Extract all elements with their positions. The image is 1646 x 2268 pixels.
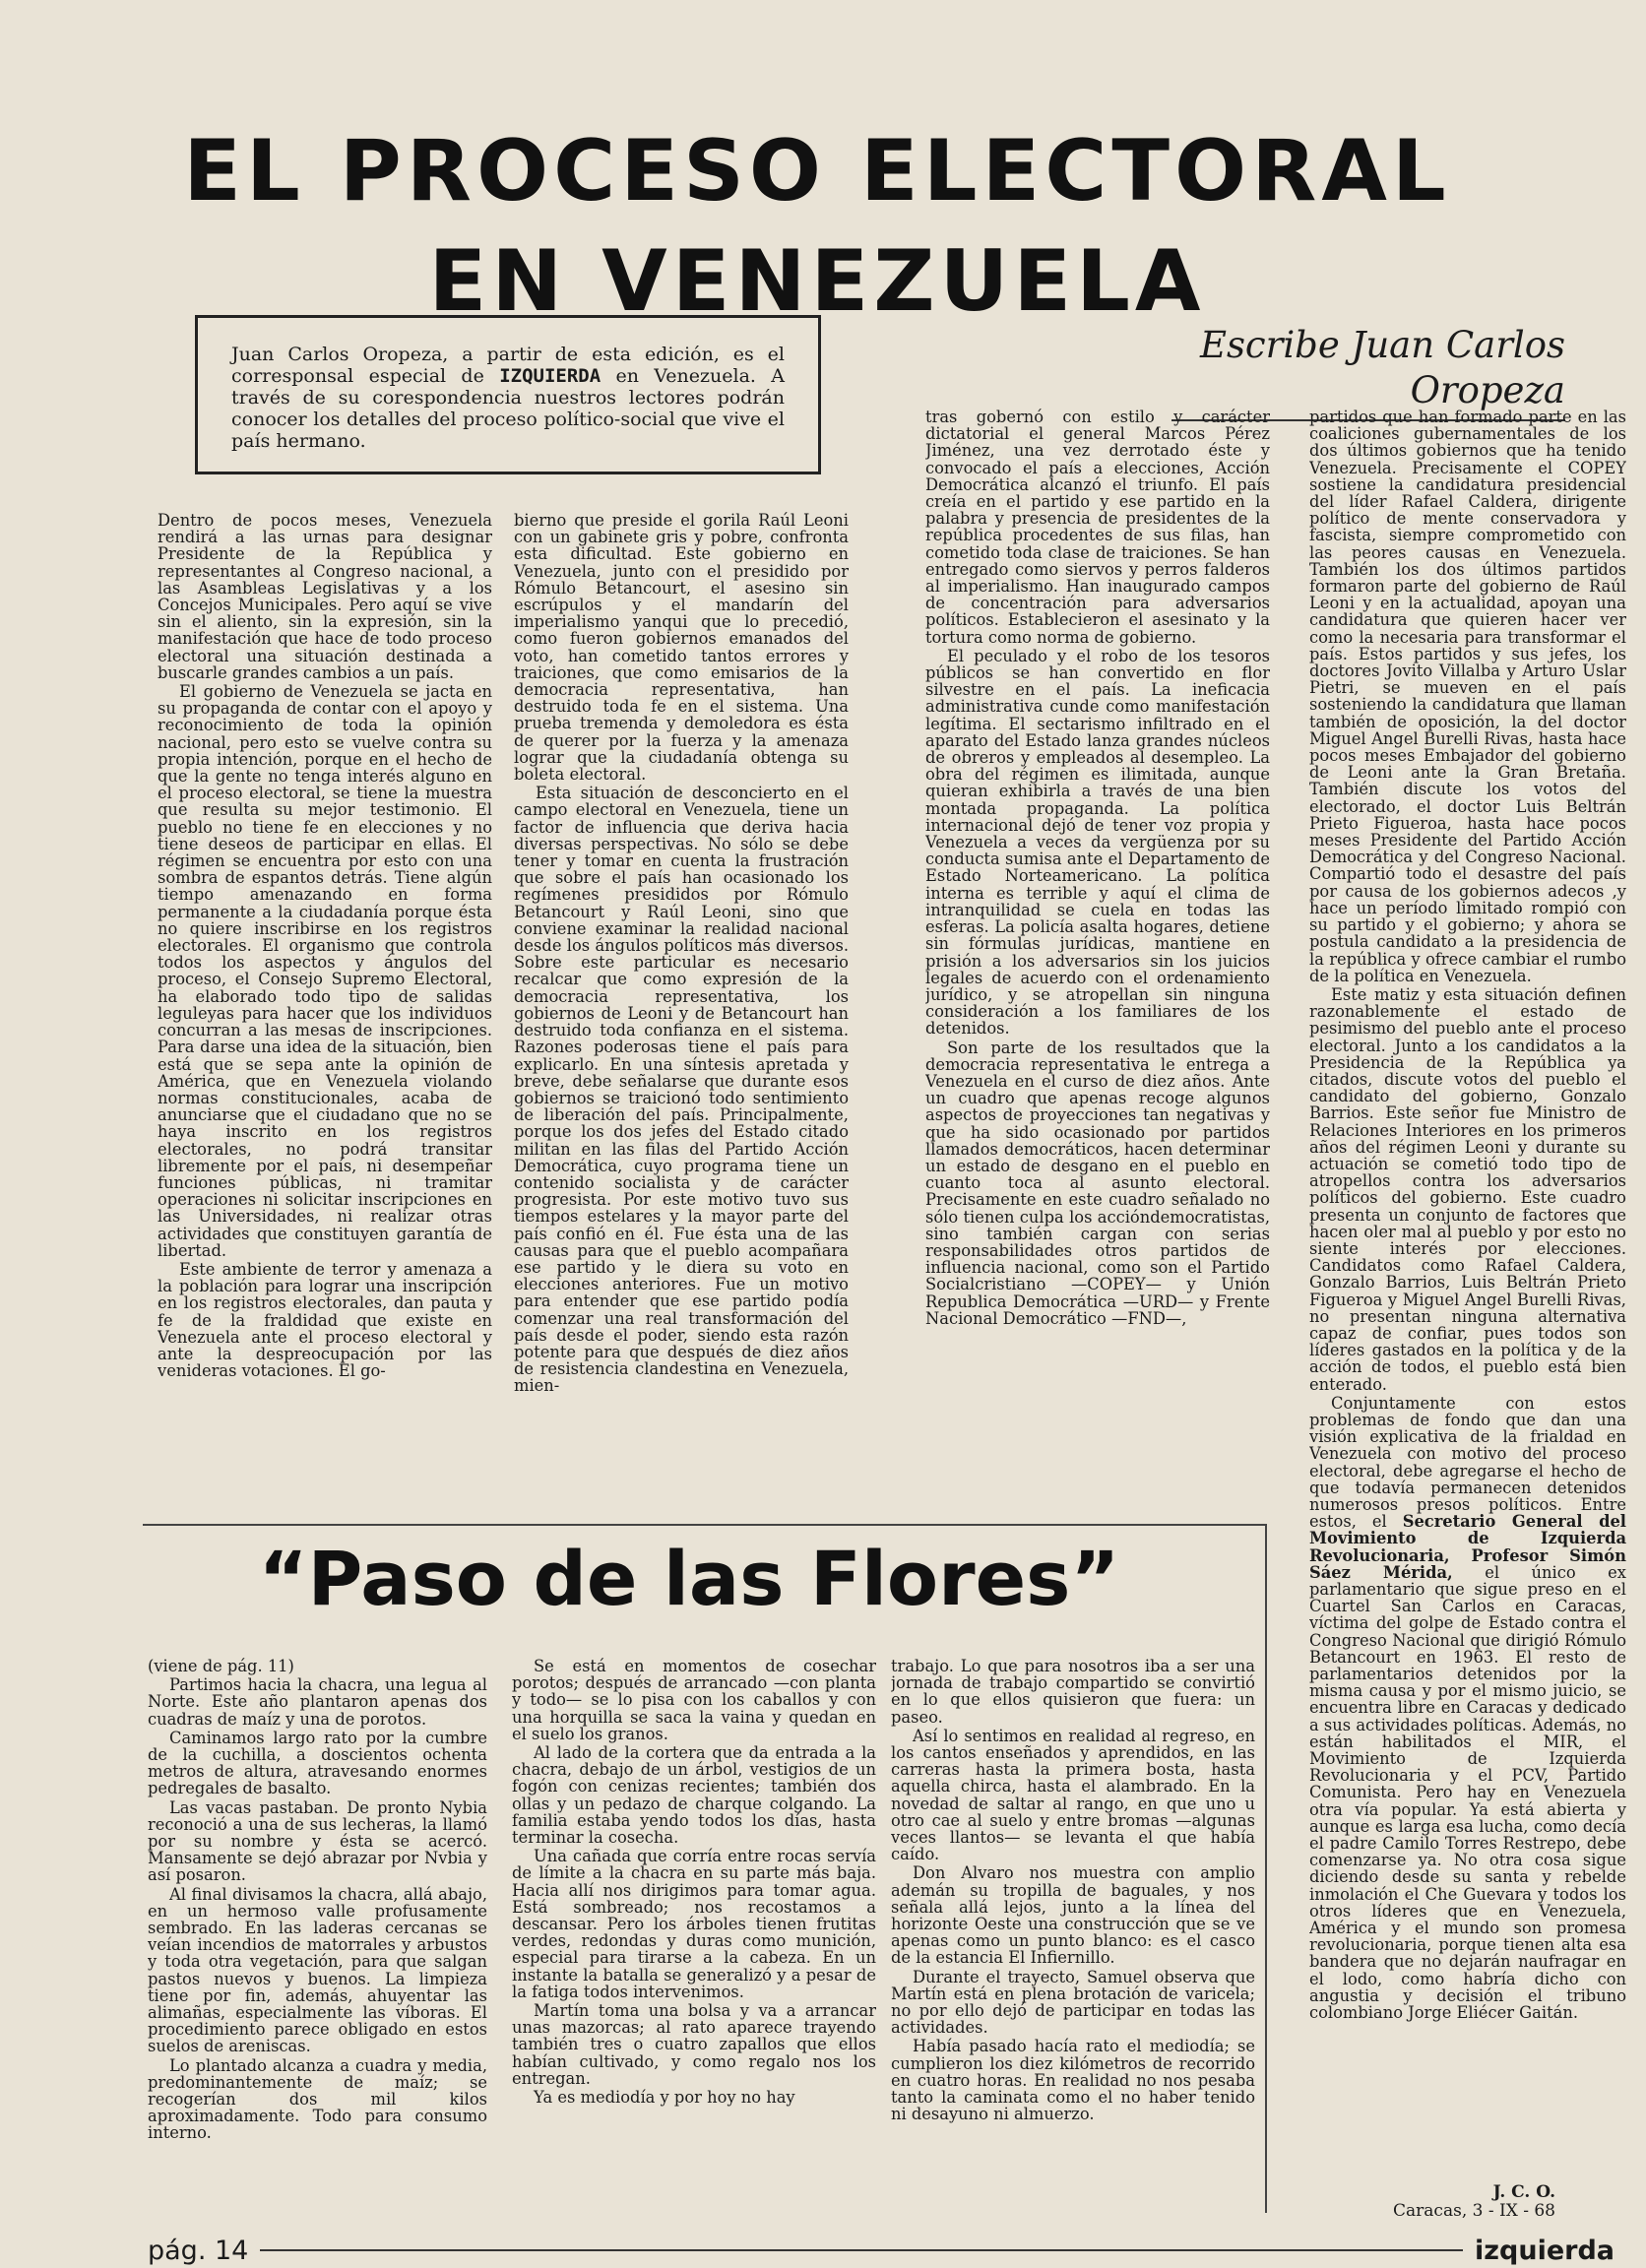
article-column-4 bbox=[1309, 409, 1626, 2175]
article-column-2 bbox=[514, 512, 849, 1516]
signature-place-date: Caracas, 3 - IX - 68 bbox=[1393, 2201, 1555, 2221]
paragraph bbox=[1309, 1395, 1626, 2022]
paragraph: Partimos hacia la chacra, una legua al Norte. Este año plantaron apenas dos cuadras de maíz y una de porotos. bbox=[148, 1675, 487, 1729]
signature-initials: J. C. O. bbox=[1492, 2182, 1555, 2202]
paragraph: Este matiz y esta situación definen razonablemente el estado de pesimismo del pueblo ante el proceso electoral. Junto a los candidatos a la Presidencia de la República ya citados, discute votos del pueblo el candidato del gobierno, Gonzalo Barrios. Este señor fue Ministro de Relaciones Interiores en los primeros años del régimen Leoni y durante su actuación se cometió todo tipo de atropellos contra los adversarios políticos del gobierno. Este cuadro presenta un conjunto de factores que hacen oler mal al pueblo y por esto no siente interés por elecciones. Candidatos como Rafael Caldera, Gonzalo Barrios, Luis Beltrán Prieto Figueroa y Miguel Angel Burelli Rivas, no presentan ninguna alternativa capaz de confiar, pues todos son líderes gastados en la política y de la acción de todos, el pueblo está bien enterado. bbox=[1309, 984, 1626, 1394]
paragraph: Martín toma una bolsa y va a arrancar unas mazorcas; al rato aparece trayendo también tres o cuatro zapallos que ellos habían cultivado, y como regalo nos los entregan. bbox=[512, 2001, 876, 2088]
page-number: pág. 14 bbox=[148, 2235, 249, 2266]
paso-column-2 bbox=[512, 1658, 876, 2199]
byline: Escribe Juan Carlos Oropeza bbox=[1171, 323, 1565, 421]
paragraph: tras gobernó con estilo y carácter dictatorial el general Marcos Pérez Jiménez, una vez derrotado éste y convocado el país a elecciones, Acción Democrática alcanzó el triunfo. El país creía en el partido y ese partido en la palabra y presencia de presidentes de la república procedentes de sus filas, han cometido toda clase de traiciones. Se han entregado como siervos y perros falderos al imperialismo. Han inaugurado campos de concentración para adversarios políticos. Establecieron el asesinato y la tortura como norma de gobierno. bbox=[925, 409, 1270, 647]
paragraph: Son parte de los resultados que la democracia representativa le entrega a Venezuela en el curso de diez años. Ante un cuadro que apenas recoge algunos aspectos de proyecciones tan negativas y que ha sido ocasionado por partidos llamados democráticos, hacen determinar un estado de desgano en el pueblo en cuanto toca al asunto electoral. Precisamente en este cuadro señalado no sólo tienen culpa los accióndemocratistas, sino también cargan con serias responsabilidades otros partidos de influencia nacional, como son el Partido Socialcristiano —COPEY— y Unión Republica Democrática —URD— y Frente Nacional Democrático —FND—, bbox=[925, 1038, 1270, 1328]
intro-text-1: Juan Carlos Oropeza, a partir de esta edición, es el corresponsal especial de bbox=[231, 344, 785, 387]
paragraph: Al final divisamos la chacra, allá abajo, en un hermoso valle profusamente sembrado. En las laderas cercanas se veían incendios de matorrales y arbustos y toda otra vegetación, para que salgan pastos nuevos y buenos. La limpieza tiene por fin, además, ahuyentar las alimañas, especialmente las víboras. El procedimiento parece obligado en estos suelos de areniscas. bbox=[148, 1884, 487, 2056]
paragraph-bold-text: Secretario General del Movimiento de Izquierda Revolucionaria, Profesor Simón Sáez Mérida, bbox=[1309, 1512, 1626, 1582]
paragraph: Este ambiente de terror y amenaza a la población para lograr una inscripción en los registros electorales, dan pauta y fe de la fraldidad que existe en Venezuela ante el proceso electoral y ante la despreocupación por las venideras votaciones. El go- bbox=[158, 1259, 492, 1381]
intro-box bbox=[195, 315, 821, 474]
paragraph: Lo plantado alcanza a cuadra y media, predominantemente de maíz; se recogerían dos mil kilos aproximadamente. Todo para consumo interno. bbox=[148, 2055, 487, 2143]
paso-column-3 bbox=[891, 1658, 1255, 2199]
article-title-line1: EL PROCESO ELECTORAL bbox=[183, 122, 1451, 220]
paragraph: Don Alvaro nos muestra con amplio ademán su tropilla de baguales, y nos señala allá lejos, junto a la línea del horizonte Oeste una construcción que se ve apenas como un punto blanco: es el casco de la estancia El Infiernillo. bbox=[891, 1863, 1255, 1968]
footer-rule bbox=[260, 2249, 1463, 2251]
page-footer bbox=[148, 2233, 1614, 2268]
article-title-line2: EN VENEZUELA bbox=[428, 232, 1206, 331]
paragraph-text: el único ex parlamentario que sigue preso en el Cuartel San Carlos en Caracas, víctima del golpe de Estado contra el Congreso Nacional que dirigió Rómulo Betancourt en 1963. El resto de parlamentarios detenidos por la misma causa y por el mismo juicio, se encuentra libre en Caracas y dedicado a sus actividades políticas. Además, no están habilitados el MIR, el Movimiento de Izquierda Revolucionaria y el PCV, Partido Comunista. Pero hay en Venezuela otra vía popular. Ya está abierta y aunque es larga esa lucha, como decía el padre Camilo Torres Restrepo, debe comenzarse ya. No otra cosa sigue diciendo desde su santa y rebelde inmolación el Che Guevara y todos los otros líderes que en Venezuela, América y el mundo son promesa revolucionaria, porque tienen alta esa bandera que no dejarán naufragar en el lodo, como habría dicho con angustia y decisión el tribuno colombiano Jorge Eliécer Gaitán. bbox=[1309, 1562, 1626, 2023]
intro-text-2: en Venezuela. A través de su corespondencia nuestros lectores podrán conocer los detalles del proceso político-social que vive el país hermano. bbox=[231, 365, 785, 452]
paragraph: Una cañada que corría entre rocas servía de límite a la chacra en su parte más baja. Hacia allí nos dirigimos para tomar agua. Está sombreado; nos recostamos a descansar. Pero los árboles tienen frutitas verdes, redondas y duras como munición, especial para tirarse a la cabeza. En un instante la batalla se generalizó y a pesar de la fatiga todos intervenimos. bbox=[512, 1847, 876, 2001]
section-divider-top bbox=[143, 1524, 1265, 1526]
intro-brand: IZQUIERDA bbox=[499, 365, 601, 387]
paragraph: Así lo sentimos en realidad al regreso, en los cantos enseñados y aprendidos, en las carreras hasta la primera bosta, hasta aquella chirca, hasta el alambrado. En la novedad de saltar al rango, en que uno u otro cae al suelo y entre bromas —algunas veces llantos— se levanta el que había caído. bbox=[891, 1726, 1255, 1864]
paragraph: Las vacas pastaban. De pronto Nybia reconoció a una de sus lecheras, la llamó por su nombre y ésta se acercó. Mansamente se dejó abrazar por Nvbia y así posaron. bbox=[148, 1797, 487, 1885]
paragraph: partidos que han formado parte en las coaliciones gubernamentales de los dos últimos gobiernos que ha tenido Venezuela. Precisamente el COPEY sostiene la candidatura presidencial del líder Rafael Caldera, dirigente político de mente conservadora y fascista, siempre comprometido con las peores causas en Venezuela. También los dos últimos partidos formaron parte del gobierno de Raúl Leoni y en la actualidad, apoyan una candidatura que quieren hacer ver como la necesaria para transformar el país. Estos partidos y sus jefes, los doctores Jovito Villalba y Arturo Uslar Pietri, se mueven en el país sosteniendo la candidatura que llaman también de oposición, la del doctor Miguel Angel Burelli Rivas, hasta hace pocos meses Embajador del gobierno de Leoni ante la Gran Bretaña. También discute los votos del electorado, el doctor Luis Beltrán Prieto Figueroa, hasta hace pocos meses Presidente del Partido Acción Democrática y del Congreso Nacional. Compartió todo el desastre del país por causa de los gobiernos adecos ,y hace un período limitado rompió con su partido y el gobierno; y ahora se postula candidato a la presidencia de la república y ofrece cambiar el rumbo de la política en Venezuela. bbox=[1309, 409, 1626, 985]
paragraph-text: Conjuntamente con estos problemas de fondo que dan una visión explicativa de la frialdad en Venezuela con motivo del proceso electoral, debe agregarse el hecho de que todavía permanecen detenidos numerosos presos políticos. Entre estos, el bbox=[1309, 1393, 1626, 1532]
paso-title: “Paso de las Flores” bbox=[258, 1535, 1120, 1622]
paragraph: trabajo. Lo que para nosotros iba a ser una jornada de trabajo compartido se convirtió en lo que ellos quisieron que fuera: un paseo. bbox=[891, 1658, 1255, 1727]
paragraph: Durante el trayecto, Samuel observa que Martín está en plena brotación de varicela; no por ello dejó de participar en todas las actividades. bbox=[891, 1967, 1255, 2038]
article-column-1 bbox=[158, 512, 492, 1516]
article-column-3 bbox=[925, 409, 1270, 1521]
paragraph: El gobierno de Venezuela se jacta en su propaganda de contar con el apoyo y reconocimiento de toda la opinión nacional, pero esto se vuelve contra su propia intención, porque en el hecho de que la gente no tenga interés alguno en el proceso electoral, se tiene la muestra que resulta su mejor testimonio. El pueblo no tiene fe en elecciones y no tiene deseos de participar en ellas. El régimen se encuentra por esto con una sombra de espantos detrás. Tiene algún tiempo amenazando en forma permanente a la ciudadanía porque ésta no quiere inscribirse en los registros electorales. El organismo que controla todos los aspectos y ángulos del proceso, el Consejo Supremo Electoral, ha elaborado todo tipo de salidas leguleyas para hacer que los individuos concurran a las mesas de inscripciones. Para darse una idea de la situación, bien está que se sepa ante la opinión de América, que en Venezuela violando normas constitucionales, acaba de anunciarse que el ciudadano que no se haya inscrito en los registros electorales, no podrá transitar libremente por el país, ni desempeñar funciones públicas, ni tramitar operaciones ni solicitar inscripciones en las Universidades, ni realizar otras actividades que constituyen garantía de libertad. bbox=[158, 682, 492, 1260]
section-divider-right bbox=[1265, 1524, 1267, 2213]
paragraph: Se está en momentos de cosechar porotos; después de arrancado —con planta y todo— se lo pisa con los caballos y con una horquilla se saca la vaina y quedan en el suelo los granos. bbox=[512, 1658, 876, 1743]
signature bbox=[1349, 2183, 1555, 2221]
paragraph: Ya es mediodía y por hoy no hay bbox=[534, 2088, 795, 2108]
paragraph: Dentro de pocos meses, Venezuela rendirá a las urnas para designar Presidente de la República y representantes al Congreso nacional, a las Asambleas Legislativas y a los Concejos Municipales. Pero aquí se vive sin el aliento, sin la expresión, sin la manifestación que hace de todo proceso electoral una situación destinada a buscarle grandes cambios a un país. bbox=[158, 512, 492, 682]
paragraph: Caminamos largo rato por la cumbre de la cuchilla, a doscientos ochenta metros de altura, atravesando enormes pedregales de basalto. bbox=[148, 1728, 487, 1798]
paragraph: Al lado de la cortera que da entrada a la chacra, debajo de un árbol, vestigios de un fogón con cenizas recientes; también dos ollas y un pedazo de charque colgando. La familia estaba yendo todos los días, hasta terminar la cosecha. bbox=[512, 1743, 876, 1848]
paragraph: Había pasado hacía rato el mediodía; se cumplieron los diez kilómetros de recorrido en cuatro horas. En realidad no nos pesaba tanto la caminata como el no haber tenido ni desayuno ni almuerzo. bbox=[891, 2037, 1255, 2124]
paragraph: (viene de pág. 11) bbox=[148, 1658, 294, 1675]
magazine-name: izquierda bbox=[1475, 2235, 1614, 2266]
paragraph: Esta situación de desconcierto en el campo electoral en Venezuela, tiene un factor de influencia que deriva hacia diversas perspectivas. No sólo se debe tener y tomar en cuenta la frustración que sobre el país han ocasionado los regímenes presididos por Rómulo Betancourt y Raúl Leoni, sino que conviene examinar la realidad nacional desde los ángulos políticos más diversos. Sobre este particular es necesario recalcar que como expresión de la democracia representativa, los gobiernos de Leoni y de Betancourt han destruido toda confianza en el sistema. Razones poderosas tiene el país para explicarlo. En una síntesis apretada y breve, debe señalarse que durante esos gobiernos se traicionó todo sentimiento de liberación del país. Principalmente, porque los dos jefes del Estado citado militan en las filas del Partido Acción Democrática, cuyo programa tiene un contenido socialista y de carácter progresista. Por este motivo tuvo sus tiempos estelares y la mayor parte del país confió en él. Fue ésta una de las causas para que el pueblo acompañara ese partido y le diera su voto en elecciones anteriores. Fue un motivo para entender que ese partido podía comenzar una real transformación del país desde el poder, siendo esta razón potente para que después de diez años de resistencia clandestina en Venezuela, mien- bbox=[514, 784, 849, 1396]
paragraph: bierno que preside el gorila Raúl Leoni con un gabinete gris y pobre, confronta esta dificultad. Este gobierno en Venezuela, junto con el presidido por Rómulo Betancourt, el asesino sin escrúpulos y el mandarín del imperialismo yanqui que lo precedió, como fueron gobiernos emanados del voto, han cometido tantos errores y traiciones, que como emisarios de la democracia representativa, han destruido toda fe en el sistema. Una prueba tremenda y demoledora es ésta de querer por la fuerza y la amenaza lograr que la ciudadanía obtenga su boleta electoral. bbox=[514, 512, 849, 785]
article-title bbox=[148, 116, 1487, 337]
paso-column-1 bbox=[148, 1658, 487, 2199]
paragraph: El peculado y el robo de los tesoros públicos se han convertido en flor silvestre en el país. La ineficacia administrativa cunde como manifestación legítima. El sectarismo infiltrado en el aparato del Estado lanza grandes núcleos de obreros y empleados al desempleo. La obra del régimen es ilimitada, aunque quieran exhibirla a través de una bien montada propaganda. La política internacional dejó de tener voz propia y Venezuela a veces da vergüenza por su conducta sumisa ante el Departamento de Estado Norteamericano. La política interna es terrible y aquí el clima de intranquilidad se cuela en todas las esferas. La policía asalta hogares, detiene sin fórmulas jurídicas, mantiene en prisión a los adversarios sin los juicios legales de acuerdo con el ordenamiento jurídico, y se atropellan sin ninguna consideración a los familiares de los detenidos. bbox=[925, 646, 1270, 1039]
